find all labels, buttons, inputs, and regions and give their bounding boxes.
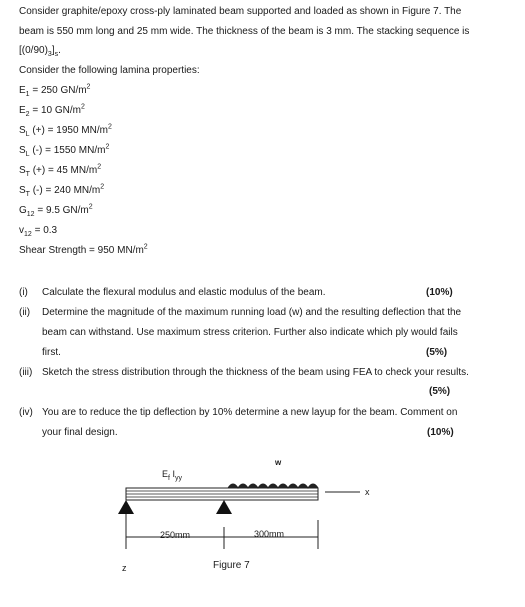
stacking-main: [(0/90) <box>19 45 48 56</box>
property-value: (-) = 1550 MN/m <box>29 145 106 156</box>
x-axis-label: x <box>365 487 370 497</box>
intro-line-2: beam is 550 mm long and 25 mm wide. The thickness of the beam is 3 mm. The stacking sequence is <box>19 26 470 37</box>
property-subscript: 12 <box>24 231 32 238</box>
stiffness-label <box>162 469 182 482</box>
ef-symbol: E <box>162 469 169 479</box>
property-value: (-) = 240 MN/m <box>29 185 101 196</box>
property-unit-exponent: 2 <box>107 123 112 131</box>
question-text: beam can withstand. Use maximum stress criterion. Further also indicate which ply would fails <box>42 327 458 338</box>
figure-caption: Figure 7 <box>213 560 250 571</box>
property-unit-exponent: 2 <box>80 103 85 111</box>
property-symbol: S <box>19 165 26 176</box>
question-number: (iv) <box>19 407 33 418</box>
property-value: = 10 GN/m <box>29 105 81 116</box>
question-marks: (10%) <box>427 427 454 438</box>
property-symbol: E <box>19 85 26 96</box>
load-label: w <box>275 458 282 467</box>
question-text: You are to reduce the tip deflection by 10% determine a new layup for the beam. Comment on <box>42 407 458 418</box>
property-value: = 950 MN/m <box>86 245 144 256</box>
property-symbol: Shear Strength <box>19 245 87 256</box>
property-symbol: v <box>19 225 24 236</box>
question-number: (i) <box>19 287 28 298</box>
property-unit-exponent: 2 <box>100 183 105 191</box>
property-value: (+) = 1950 MN/m <box>29 125 108 136</box>
property-unit-exponent: 2 <box>105 143 110 151</box>
z-axis-label: z <box>122 563 127 573</box>
property-subscript: L <box>25 151 30 158</box>
property-subscript: 1 <box>25 91 30 98</box>
question-marks: (10%) <box>426 287 453 298</box>
stacking-repeat: 3 <box>47 51 52 58</box>
property-subscript: L <box>25 131 30 138</box>
property-unit-exponent: 2 <box>97 163 102 171</box>
property-symbol: E <box>19 105 26 116</box>
distributed-load <box>228 484 318 488</box>
property-symbol: G <box>19 205 27 216</box>
property-unit-exponent: 2 <box>88 203 93 211</box>
ef-sub: f <box>168 474 170 482</box>
properties-heading: Consider the following lamina properties: <box>19 65 200 76</box>
property-unit-exponent: 2 <box>143 243 148 251</box>
question-text: Calculate the flexural modulus and elastic modulus of the beam. <box>42 287 326 298</box>
property-value: = 250 GN/m <box>29 85 87 96</box>
property-value: = 9.5 GN/m <box>34 205 89 216</box>
property-subscript: 2 <box>25 111 30 118</box>
property-value: = 0.3 <box>31 225 58 236</box>
middle-support <box>216 500 232 514</box>
question-marks: (5%) <box>426 347 448 358</box>
left-support <box>118 500 134 514</box>
iyy-symbol: I <box>169 469 175 479</box>
stacking-period: . <box>58 45 61 56</box>
question-number: (iii) <box>19 367 33 378</box>
span-1-label: 250mm <box>160 530 191 540</box>
stacking-sym: s <box>54 51 59 58</box>
intro-line-1: Consider graphite/epoxy cross-ply laminated beam supported and loaded as shown in Figure 7. The <box>19 6 462 17</box>
question-text: your final design. <box>42 427 118 438</box>
property-subscript: T <box>25 191 30 198</box>
span-2-label: 300mm <box>254 529 285 539</box>
property-symbol: S <box>19 125 26 136</box>
property-symbol: S <box>19 185 26 196</box>
question-text: Sketch the stress distribution through the thickness of the beam using FEA to check your results. <box>42 367 469 378</box>
property-subscript: T <box>25 171 30 178</box>
question-text: Determine the magnitude of the maximum running load (w) and the resulting deflection that the <box>42 307 462 318</box>
property-unit-exponent: 2 <box>86 83 91 91</box>
property-subscript: 12 <box>26 211 35 218</box>
iyy-sub: yy <box>174 474 182 482</box>
property-symbol: S <box>19 145 26 156</box>
property-value: (+) = 45 MN/m <box>29 165 98 176</box>
question-marks: (5%) <box>429 386 451 397</box>
stacking-close: ] <box>51 45 55 56</box>
question-number: (ii) <box>19 307 31 318</box>
question-text: first. <box>42 347 61 358</box>
